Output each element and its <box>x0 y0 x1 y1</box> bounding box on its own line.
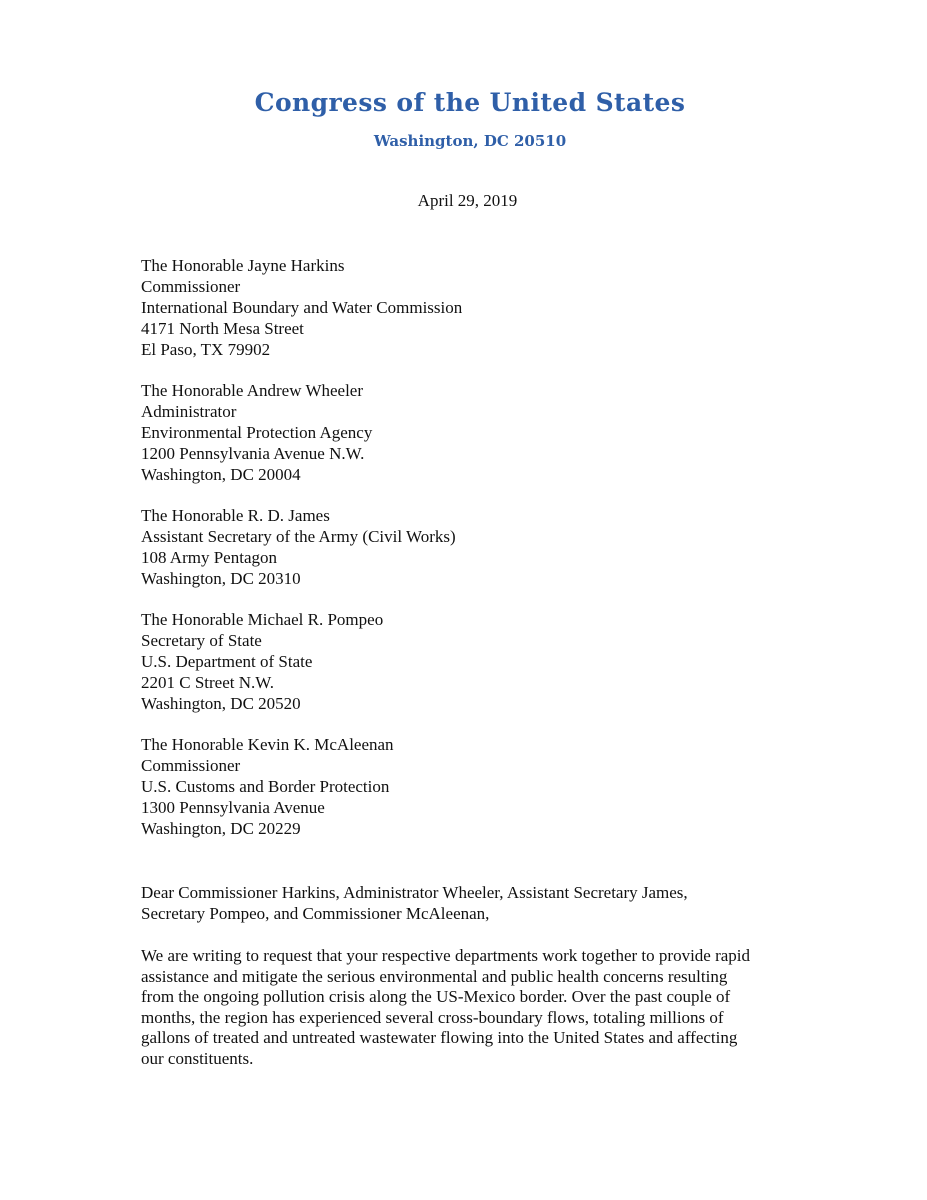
recipient-line: 1200 Pennsylvania Avenue N.W. <box>141 444 365 463</box>
recipient-line: 1300 Pennsylvania Avenue <box>141 798 325 817</box>
recipient-line: The Honorable Jayne Harkins <box>141 256 345 275</box>
recipient-block <box>141 255 462 360</box>
recipient-line: El Paso, TX 79902 <box>141 340 271 359</box>
letterhead-address: Washington, DC 20510 <box>373 132 567 150</box>
letter-date: April 29, 2019 <box>417 191 518 210</box>
recipient-line: Washington, DC 20520 <box>141 694 301 713</box>
recipient-block <box>141 609 383 714</box>
paragraph-line: assistance and mitigate the serious environmental and public health concerns resulting <box>141 966 728 986</box>
recipient-line: The Honorable Andrew Wheeler <box>141 381 364 400</box>
recipient-line: Assistant Secretary of the Army (Civil Works) <box>141 527 456 546</box>
paragraph-line: from the ongoing pollution crisis along the US-Mexico border. Over the past couple of <box>141 987 731 1006</box>
recipient-block <box>141 505 456 589</box>
recipient-line: Secretary of State <box>141 631 262 650</box>
recipient-line: The Honorable Kevin K. McAleenan <box>141 735 394 754</box>
recipient-line: 4171 North Mesa Street <box>141 319 304 338</box>
recipient-line: U.S. Customs and Border Protection <box>141 777 390 796</box>
paragraph-line: our constituents. <box>141 1048 254 1068</box>
recipient-line: Washington, DC 20004 <box>141 465 301 484</box>
recipient-line: 2201 C Street N.W. <box>141 673 275 692</box>
recipient-line: 108 Army Pentagon <box>141 548 277 567</box>
recipient-block <box>141 734 394 839</box>
recipient-line: Commissioner <box>141 277 241 296</box>
paragraph-line: months, the region has experienced several cross-boundary flows, totaling millions of <box>141 1007 724 1027</box>
recipient-line: Administrator <box>141 402 237 421</box>
letterhead-title: Congress of the United States <box>254 88 686 117</box>
recipient-line: Washington, DC 20310 <box>141 569 301 588</box>
paragraph-line: gallons of treated and untreated wastewater flowing into the United States and affecting <box>141 1028 738 1047</box>
recipient-line: The Honorable Michael R. Pompeo <box>141 610 384 629</box>
salutation-line: Secretary Pompeo, and Commissioner McAleenan, <box>141 904 490 923</box>
paragraph-line: We are writing to request that your respective departments work together to provide rapid <box>141 946 751 965</box>
recipient-line: Commissioner <box>141 756 241 775</box>
salutation <box>141 882 688 924</box>
recipient-block <box>141 380 372 485</box>
recipient-line: Washington, DC 20229 <box>141 819 301 838</box>
recipient-line: U.S. Department of State <box>141 652 313 671</box>
body-paragraph <box>141 946 811 1069</box>
recipient-line: The Honorable R. D. James <box>141 506 330 525</box>
recipient-line: International Boundary and Water Commission <box>141 298 463 317</box>
recipient-line: Environmental Protection Agency <box>141 423 373 442</box>
salutation-line: Dear Commissioner Harkins, Administrator Wheeler, Assistant Secretary James, <box>141 883 688 902</box>
